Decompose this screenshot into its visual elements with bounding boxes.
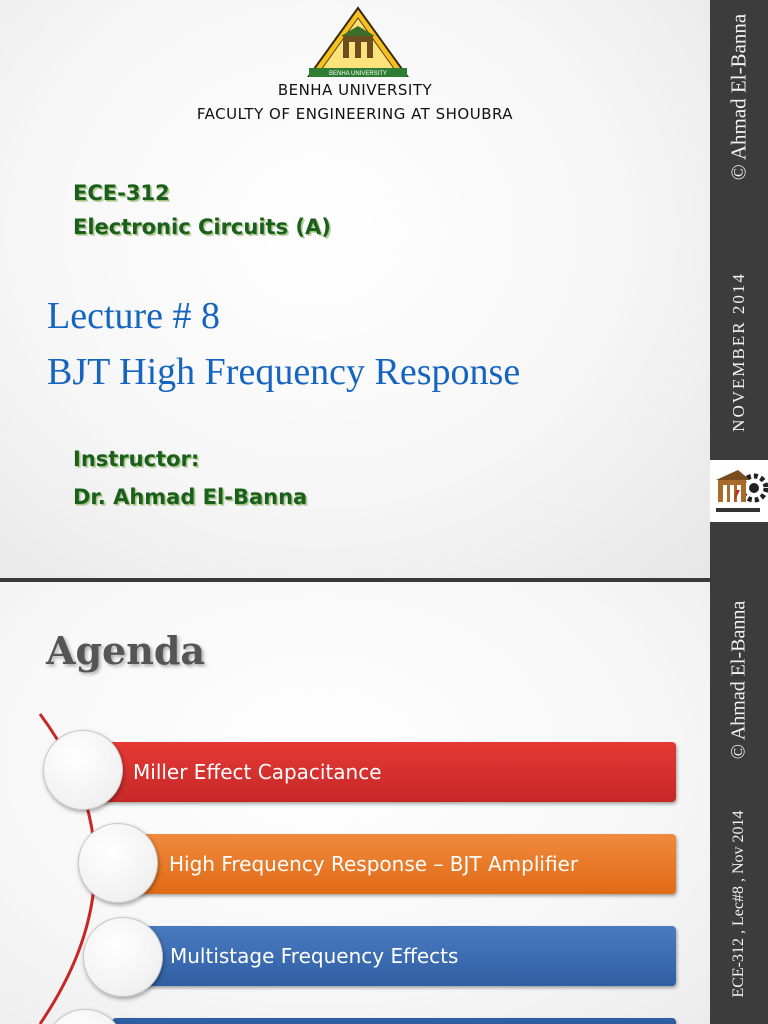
course-code: ECE-312 [73, 181, 170, 205]
agenda-item-multistage-effects[interactable] [126, 926, 676, 986]
logo-text: BENHA UNIVERSITY [328, 71, 388, 77]
faculty-emblem-icon [710, 460, 768, 522]
slide1-sidebar [710, 0, 768, 578]
date-text: NOVEMBER 2014 [729, 272, 748, 432]
agenda-item-high-frequency-response[interactable] [112, 834, 676, 894]
agenda-slide [0, 582, 710, 1024]
instructor-label: Instructor: [73, 447, 200, 471]
course-name: Electronic Circuits (A) [73, 215, 331, 239]
agenda-item-4[interactable] [112, 1018, 676, 1024]
agenda-bullet-circle [43, 730, 123, 810]
lecture-title: BJT High Frequency Response [47, 351, 521, 393]
agenda-bullet-circle [78, 823, 158, 903]
agenda-title: Agenda [46, 628, 206, 673]
instructor-name: Dr. Ahmad El-Banna [73, 485, 308, 509]
copyright-text: © Ahmad El-Banna [726, 13, 751, 181]
faculty-emblem [710, 460, 768, 522]
faculty-name: FACULTY OF ENGINEERING AT SHOUBRA [196, 105, 514, 123]
agenda-bullet-circle [83, 917, 163, 997]
agenda-item-miller-effect[interactable] [78, 742, 676, 802]
lecture-number: Lecture # 8 [47, 295, 221, 337]
slide2-sidebar [710, 582, 768, 1024]
copyright-text: © Ahmad El-Banna [727, 600, 750, 760]
agenda-item-label: Miller Effect Capacitance [133, 760, 382, 784]
slide-footer-text: ECE-312 , Lec#8 , Nov 2014 [730, 810, 747, 998]
university-logo [305, 6, 411, 80]
agenda-item-label: High Frequency Response – BJT Amplifier [169, 852, 579, 876]
agenda-item-label: Multistage Frequency Effects [170, 944, 459, 968]
university-name: BENHA UNIVERSITY [277, 81, 433, 99]
